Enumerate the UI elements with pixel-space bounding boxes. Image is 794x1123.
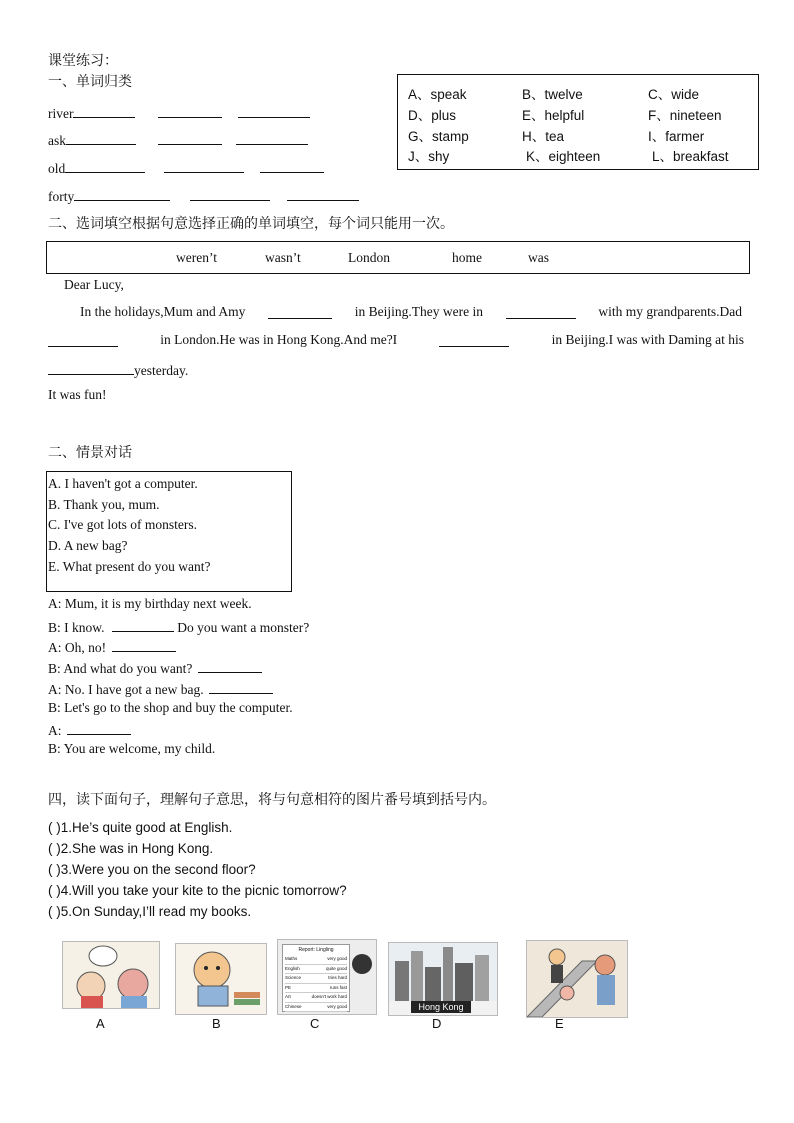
dialog-blank[interactable] xyxy=(198,658,262,673)
fill-blank[interactable] xyxy=(48,360,134,375)
dialog-blank[interactable] xyxy=(112,617,174,632)
dialog-line xyxy=(48,700,293,716)
dialog-line xyxy=(48,658,262,677)
hong-kong-caption: Hong Kong xyxy=(411,1001,471,1013)
word-row-label: ask xyxy=(48,133,66,148)
letter-text: with my grandparents.Dad xyxy=(598,304,742,319)
word-row-2 xyxy=(48,130,136,149)
report-grade: very good xyxy=(327,1003,347,1009)
report-row xyxy=(285,993,347,1003)
picture-a-illustration xyxy=(62,941,160,1009)
report-grade: doesn't work hard xyxy=(311,994,347,999)
answer-blank[interactable] xyxy=(238,103,310,118)
fill-blank[interactable] xyxy=(506,304,576,319)
report-grade: quite good xyxy=(325,965,347,971)
dialog-option: C. I've got lots of monsters. xyxy=(48,517,198,532)
dialog-text: B: Let's go to the shop and buy the computer. xyxy=(48,700,293,715)
dialog-line xyxy=(48,637,176,656)
section3-title: 二、情景对话 xyxy=(48,445,132,461)
word-option: L、breakfast xyxy=(652,149,729,164)
section4-title: 四，读下面句子，理解句子意思，将与句意相符的图片番号填到括号内。 xyxy=(48,792,496,808)
answer-blank[interactable] xyxy=(164,158,244,173)
word-option: H、tea xyxy=(522,129,565,144)
report-subject: Science xyxy=(285,975,302,980)
letter-line-3 xyxy=(48,360,188,379)
word-option: B、twelve xyxy=(522,87,583,102)
dialog-option: D. A new bag? xyxy=(48,538,128,553)
picture-label: C xyxy=(310,1016,320,1031)
fill-blank[interactable] xyxy=(48,332,118,347)
dialog-line xyxy=(48,617,309,636)
dialog-text: A: Mum, it is my birthday next week. xyxy=(48,596,252,611)
answer-blank[interactable] xyxy=(158,103,222,118)
dialog-line xyxy=(48,679,273,698)
dialog-blank[interactable] xyxy=(67,720,131,735)
match-item: ( )3.Were you on the second floor? xyxy=(48,862,256,877)
report-row xyxy=(285,984,347,994)
word-option: J、shy xyxy=(408,149,450,164)
dialog-text: Do you want a monster? xyxy=(177,620,310,635)
dialog-line xyxy=(48,720,131,739)
dialog-text: A: xyxy=(48,723,62,738)
dialog-text: B: And what do you want? xyxy=(48,661,193,676)
letter-line-1 xyxy=(80,304,742,320)
dialog-text: A: Oh, no! xyxy=(48,640,107,655)
report-subject: English xyxy=(285,965,300,971)
report-row xyxy=(285,965,347,975)
word-row-label: river xyxy=(48,106,74,121)
picture-label: B xyxy=(212,1016,221,1031)
word-option: E、helpful xyxy=(522,108,585,123)
dialog-text: B: You are welcome, my child. xyxy=(48,741,216,756)
dialog-line xyxy=(48,596,252,612)
report-title: Report: Lingling xyxy=(298,947,334,953)
word-option: C、wide xyxy=(648,87,700,102)
word-option: I、farmer xyxy=(648,129,705,144)
dialog-blank[interactable] xyxy=(209,679,273,694)
report-card xyxy=(282,944,350,1012)
picture-d-hong-kong xyxy=(388,942,498,1016)
answer-blank[interactable] xyxy=(236,130,308,145)
fill-blank[interactable] xyxy=(439,332,509,347)
figure-icon xyxy=(352,954,372,974)
word-bank-item: London xyxy=(348,250,390,265)
word-bank-item: wasn’t xyxy=(265,250,301,265)
word-option: G、stamp xyxy=(408,129,469,144)
word-row-label: old xyxy=(48,161,66,176)
report-subject: PE xyxy=(285,984,292,990)
picture-b-illustration xyxy=(175,943,267,1015)
word-option: D、plus xyxy=(408,108,457,123)
word-row-label: forty xyxy=(48,189,75,204)
answer-blank[interactable] xyxy=(287,186,359,201)
answer-blank[interactable] xyxy=(65,158,145,173)
picture-label: A xyxy=(96,1016,105,1031)
letter-line-2 xyxy=(48,332,744,348)
report-grade: very good xyxy=(327,956,347,961)
report-row xyxy=(285,955,347,965)
dialog-line xyxy=(48,741,215,757)
picture-label: D xyxy=(432,1016,442,1031)
word-bank-item: weren’t xyxy=(176,250,217,265)
report-subject: Art xyxy=(285,994,291,999)
dialog-text: A: No. I have got a new bag. xyxy=(48,682,204,697)
answer-blank[interactable] xyxy=(66,130,136,145)
report-subject: Chinese xyxy=(285,1003,302,1009)
report-rows xyxy=(285,955,347,1012)
word-row-4 xyxy=(48,186,170,205)
report-row xyxy=(285,974,347,984)
match-item: ( )2.She was in Hong Kong. xyxy=(48,841,214,856)
word-option: K、eighteen xyxy=(526,149,601,164)
report-subject: Maths xyxy=(285,956,298,961)
report-grade: tries hard xyxy=(328,975,347,980)
answer-blank[interactable] xyxy=(190,186,270,201)
answer-blank[interactable] xyxy=(260,158,324,173)
letter-greeting: Dear Lucy, xyxy=(64,277,124,292)
dialog-option: E. What present do you want? xyxy=(48,559,211,574)
answer-blank[interactable] xyxy=(158,130,222,145)
letter-text: in London.He was in Hong Kong.And me?I xyxy=(160,332,398,347)
match-item: ( )5.On Sunday,I’ll read my books. xyxy=(48,904,252,919)
report-row xyxy=(285,1003,347,1013)
word-bank-item: was xyxy=(528,250,549,265)
section2-title: 二、选词填空根据句意选择正确的单词填空，每个词只能用一次。 xyxy=(48,216,454,232)
dialog-text: B: I know. xyxy=(48,620,105,635)
letter-text: in Beijing.They were in xyxy=(354,304,483,319)
picture-c-report-card xyxy=(277,939,377,1015)
dialog-option: A. I haven't got a computer. xyxy=(48,476,198,491)
word-bank-box xyxy=(46,241,750,274)
match-item: ( )1.He’s quite good at English. xyxy=(48,820,233,835)
letter-closing: It was fun! xyxy=(48,387,107,402)
dialog-blank[interactable] xyxy=(112,637,176,652)
letter-text: yesterday. xyxy=(134,363,189,378)
picture-label: E xyxy=(555,1016,564,1031)
word-row-1 xyxy=(48,103,135,122)
page-title: 课堂练习： xyxy=(48,53,118,69)
word-option: F、nineteen xyxy=(648,108,722,123)
answer-blank[interactable] xyxy=(74,186,170,201)
fill-blank[interactable] xyxy=(268,304,332,319)
report-grade: runs fast xyxy=(329,984,347,990)
section1-title: 一、单词归类 xyxy=(48,74,132,90)
word-row-3 xyxy=(48,158,145,177)
match-item: ( )4.Will you take your kite to the picnic tomorrow? xyxy=(48,883,347,898)
letter-text: In the holidays,Mum and Amy xyxy=(80,304,246,319)
dialog-option: B. Thank you, mum. xyxy=(48,497,160,512)
letter-text: in Beijing.I was with Daming at his xyxy=(551,332,744,347)
word-bank-item: home xyxy=(452,250,482,265)
word-option: A、speak xyxy=(408,87,467,102)
picture-e-escalator xyxy=(526,940,628,1018)
answer-blank[interactable] xyxy=(73,103,135,118)
